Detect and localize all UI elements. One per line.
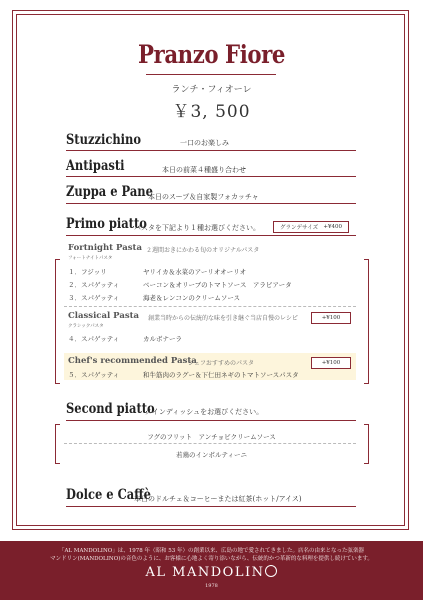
pasta-bracket-left xyxy=(55,259,60,384)
section-underline xyxy=(66,420,356,421)
classical-kana: クラシックパスタ xyxy=(68,324,104,329)
footer-brand xyxy=(0,565,423,580)
pasta-bracket-right xyxy=(364,259,369,384)
pasta-1-name: ヤリイカ＆水菜のアーリオオーリオ xyxy=(143,268,247,276)
footer-text-2: マンドリン(MANDOLINO)の音色のように、お客様に心地よく寄り添いながら、伝統的かつ革新的な料理を提供し続けています。 xyxy=(50,556,373,562)
secondo-item-2: 若鶏のインボルティーニ xyxy=(176,451,247,459)
chef-price: +¥100 xyxy=(321,360,341,366)
chef-note: シェフおすすめのパスタ xyxy=(188,360,254,367)
pasta-4-num: ４．スパゲッティ xyxy=(68,335,120,343)
primo-desc: パスタを下記より１種お選びください。 xyxy=(134,224,260,232)
grande-price: +¥400 xyxy=(323,224,342,230)
secondo-desc: メインディッシュをお選びください。 xyxy=(145,408,264,416)
section-title-stuzzichino: Stuzzichino xyxy=(66,132,142,148)
grande-size-box xyxy=(273,221,349,233)
classical-price: +¥100 xyxy=(321,315,341,321)
fortnight-note: ２週間おきにかわる旬のオリジナルパスタ xyxy=(146,247,260,254)
section-underline xyxy=(66,235,356,236)
zuppa-desc: 本日のスープ＆自家製フォカッチャ xyxy=(148,193,259,201)
pasta-2-num: ２．スパゲッティ xyxy=(68,281,120,289)
secondo-divider xyxy=(64,443,356,444)
fortnight-title: Fortnight Pasta xyxy=(68,243,142,253)
title-underline xyxy=(146,74,276,75)
section-underline xyxy=(66,176,356,177)
section-underline xyxy=(66,203,356,204)
section-title-dolce: Dolce e Caffè xyxy=(66,487,151,503)
classical-note: 創業当時からの伝統的な味を引き継ぐ当店自慢のレシピ xyxy=(148,315,298,322)
pasta-5-num: ５．スパゲッティ xyxy=(68,371,120,379)
chef-price-box xyxy=(311,357,351,369)
footer-brand-text: AL MANDOLIN xyxy=(145,565,265,580)
pasta-5-name: 和牛筋肉のラグー＆下仁田ネギのトマトソースパスタ xyxy=(143,371,299,379)
mandolin-logo-icon xyxy=(265,565,277,577)
pasta-1-num: １．フジッリ xyxy=(68,268,107,276)
pasta-divider xyxy=(64,306,356,307)
classical-title: Classical Pasta xyxy=(68,311,140,321)
menu-title: Pranzo Fiore xyxy=(138,40,285,69)
section-title-secondo: Second piatto xyxy=(66,401,155,417)
stuzzichino-desc: 一口のお楽しみ xyxy=(180,139,229,147)
section-underline xyxy=(66,150,356,151)
secondo-item-1: フグのフリット アンチョビクリームソース xyxy=(147,433,276,441)
footer-text-1: 「AL MANDOLINO」は、1978 年（昭和 53 年）の創業以来、広島の地で愛されてきました。店名の由来となった弦楽器 xyxy=(58,548,365,554)
footer-year: 1978 xyxy=(205,583,218,589)
chef-title: Chef's recommended Pasta xyxy=(68,356,197,366)
section-title-antipasti: Antipasti xyxy=(66,158,125,174)
fortnight-kana: フォートナイトパスタ xyxy=(68,256,113,261)
classical-price-box xyxy=(311,312,351,324)
section-title-primo: Primo piatto xyxy=(66,216,147,232)
pasta-3-num: ３．スパゲッティ xyxy=(68,294,120,302)
dolce-desc: 本日のドルチェ＆コーヒーまたは紅茶(ホット/アイス) xyxy=(134,495,302,503)
section-underline xyxy=(66,506,356,507)
pasta-3-name: 海老＆レンコンのクリームソース xyxy=(143,294,241,302)
menu-subtitle: ランチ・フィオーレ xyxy=(171,85,252,95)
menu-price: ￥3, 500 xyxy=(172,102,251,122)
pasta-2-name: ベーコン＆オリーブのトマトソース アラビアータ xyxy=(143,281,292,289)
grande-label: グランデサイズ xyxy=(280,225,319,231)
section-title-zuppa: Zuppa e Pane xyxy=(66,184,153,200)
antipasti-desc: 本日の前菜４種盛り合わせ xyxy=(162,166,246,174)
pasta-4-name: カルボナーラ xyxy=(143,335,182,343)
